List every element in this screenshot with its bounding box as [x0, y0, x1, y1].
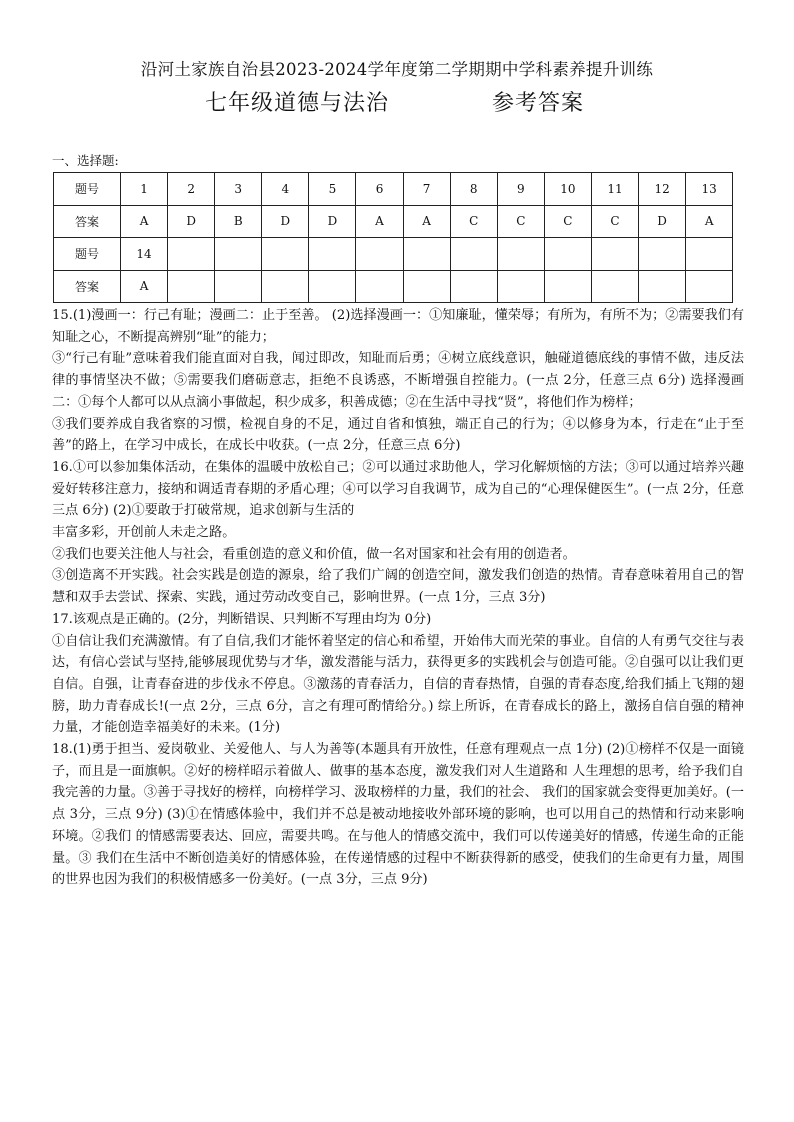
row-label: 答案 [54, 205, 121, 238]
table-cell: C [450, 205, 497, 238]
table-cell [591, 270, 638, 303]
table-cell: A [121, 270, 168, 303]
table-row [54, 270, 733, 303]
table-cell: A [356, 205, 403, 238]
table-cell: 10 [544, 173, 591, 206]
row-label: 答案 [54, 270, 121, 303]
table-cell [639, 238, 686, 271]
table-row [54, 238, 733, 271]
table-cell [544, 270, 591, 303]
row-label: 题号 [54, 173, 121, 206]
table-cell: 11 [591, 173, 638, 206]
table-cell: C [591, 205, 638, 238]
table-cell: 2 [168, 173, 215, 206]
table-cell [686, 270, 733, 303]
section-heading-multiple-choice: 一、选择题: [52, 153, 119, 168]
table-cell [450, 270, 497, 303]
row-label: 题号 [54, 238, 121, 271]
table-cell [168, 270, 215, 303]
table-cell: 12 [639, 173, 686, 206]
doc-type-title: 参考答案 [492, 91, 585, 116]
table-cell: 5 [309, 173, 356, 206]
table-cell [450, 238, 497, 271]
answer-paragraph: ③我们要养成自我省察的习惯，检视自身的不足，通过自省和慎独，端正自己的行为；④以修身为本，行走在“止于至善”的路上，在学习中成长，在成长中收获。(一点 2分，任意三点 6分) [52, 416, 744, 454]
table-cell [356, 270, 403, 303]
answer-paragraph: ②我们也要关注他人与社会，看重创造的意义和价值，做一名对国家和社会有用的创造者。 [52, 546, 576, 562]
table-cell [262, 270, 309, 303]
answer-paragraph: 丰富多彩，开创前人未走之路。 [52, 525, 236, 541]
table-cell: A [403, 205, 450, 238]
table-cell: D [168, 205, 215, 238]
table-cell [262, 238, 309, 271]
table-cell: 14 [121, 238, 168, 271]
table-cell [497, 238, 544, 271]
table-cell: D [639, 205, 686, 238]
table-cell: C [497, 205, 544, 238]
table-cell [309, 238, 356, 271]
answer-body [52, 305, 744, 891]
table-cell [215, 238, 262, 271]
answer-paragraph: 17.该观点是正确的。(2分，判断错误、只判断不写理由均为 0分) [52, 611, 432, 627]
table-cell [591, 238, 638, 271]
table-cell: B [215, 205, 262, 238]
answer-paragraph: 18.(1)勇于担当、爱岗敬业、关爱他人、与人为善等(本题具有开放性，任意有理观点一点 1分) (2)①榜样不仅是一面镜子，而且是一面旗帜。②好的榜样昭示着做人、做事的基本态度，激发我们对人生道路和 人生理想的思考，给予我们自我完善的力量。③善于寻找好的榜样，向榜样学习、汲取榜样的力量，我们的社会、 我们的国家就会变得更加美好。(一点 3分，三点 9分) (3)①在情感体验中，我们并不总是被动地接收外部环境的影响，也可以用自己的热情和行动来影响环境。②我们 的情感需要表达、回应，需要共鸣。在与他人的情感交流中，我们可以传递美好的情感，传递生命的正能量。③ 我们在生活中不断创造美好的情感体验，在传递情感的过程中不断获得新的感受，使我们的生命更有力量，周围 的世界也因为我们的积极情感多一份美好。(一点 3分，三点 9分) [52, 742, 744, 888]
table-cell: 6 [356, 173, 403, 206]
table-cell [639, 270, 686, 303]
answer-paragraph: ③创造离不开实践。社会实践是创造的源泉，给了我们广阔的创造空间，激发我们创造的热情。青春意味着用自己的智慧和双手去尝试、探索、实践，通过劳动改变自己，影响世界。(一点 1分，三点 3分) [52, 568, 744, 606]
table-cell: 9 [497, 173, 544, 206]
subject-title: 七年级道德与法治 [205, 91, 390, 116]
table-cell: C [544, 205, 591, 238]
table-cell: 13 [686, 173, 733, 206]
table-cell: 3 [215, 173, 262, 206]
exam-title: 沿河土家族自治县2023-2024学年度第二学期期中学科素养提升训练 [140, 60, 654, 79]
table-cell [686, 238, 733, 271]
table-cell [168, 238, 215, 271]
answer-paragraph: ③“行己有耻”意味着我们能直面对自我，闻过即改，知耻而后勇；④树立底线意识，触碰道德底线的事情不做，违反法律的事情坚决不做；⑤需要我们磨砺意志，拒绝不良诱惑，不断增强自控能力。(一点 2分，任意三点 6分) 选择漫画二：①每个人都可以从点滴小事做起，积少成多，积善成德；②在生活中寻找“贤”，将他们作为榜样； [52, 351, 744, 410]
table-cell [356, 238, 403, 271]
table-row [54, 173, 733, 206]
table-cell: 8 [450, 173, 497, 206]
answer-paragraph: 15.(1)漫画一：行己有耻；漫画二：止于至善。 (2)选择漫画一：①知廉耻，懂荣辱；有所为，有所不为；②需要我们有知耻之心，不断提高辨别“耻”的能力； [52, 308, 744, 345]
table-cell: 1 [121, 173, 168, 206]
table-cell: D [309, 205, 356, 238]
table-cell: A [121, 205, 168, 238]
answer-paragraph: ①自信让我们充满激情。有了自信,我们才能怀着坚定的信心和希望，开始伟大而光荣的事业。自信的人有勇气交往与表达，有信心尝试与坚持,能够展现优势与才华，激发潜能与活力，获得更多的实践机会与创造可能。②自强可以让我们更自信。自强，让青春奋进的步伐永不停息。③激荡的青春活力，自信的青春热情，自强的青春态度,给我们插上飞翔的翅膀，助力青春成长!(一点 2分，三点 6分，言之有理可酌情给分。) 综上所诉，在青春成长的路上，激扬自信自强的精神力量，才能创造幸福美好的未来。(1分) [52, 633, 744, 736]
table-cell [215, 270, 262, 303]
table-cell: 4 [262, 173, 309, 206]
table-cell: D [262, 205, 309, 238]
table-row [54, 205, 733, 238]
answer-paragraph: 16.①可以参加集体活动，在集体的温暖中放松自己；②可以通过求助他人，学习化解烦恼的方法；③可以通过培养兴趣爱好转移注意力，接纳和调适青春期的矛盾心理；④可以学习自我调节，成为自己的“心理保健医生”。(一点 2分，任意三点 6分) (2)①要敢于打破常规，追求创新与生活的 [52, 459, 744, 519]
table-cell: A [686, 205, 733, 238]
table-cell [544, 238, 591, 271]
table-cell [403, 238, 450, 271]
table-cell [403, 270, 450, 303]
table-cell [309, 270, 356, 303]
answer-table [53, 172, 733, 303]
table-cell [497, 270, 544, 303]
table-cell: 7 [403, 173, 450, 206]
